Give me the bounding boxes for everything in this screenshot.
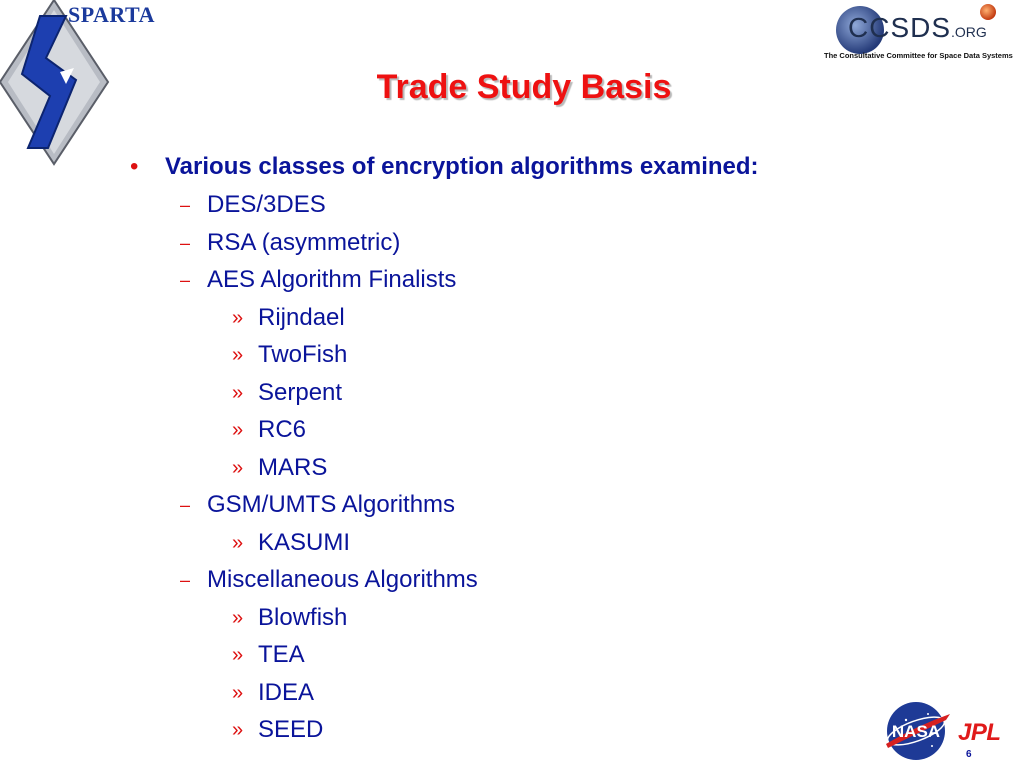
jpl-logo: JPL: [958, 719, 1001, 746]
bullet-level-3: [130, 340, 759, 378]
bullet-marker: –: [180, 570, 191, 590]
bullet-level-3: [130, 640, 759, 678]
bullet-level-2: [130, 265, 759, 303]
bullet-marker: »: [232, 606, 244, 629]
bullet-level-3: [130, 378, 759, 416]
sparta-logo-text: SPARTA: [68, 2, 155, 27]
ccsds-wordmark: CCSDS.ORG: [848, 12, 987, 43]
bullet-text: RSA (asymmetric): [207, 228, 401, 256]
bullet-marker: »: [232, 381, 244, 404]
bullet-level-2: [130, 490, 759, 528]
bullet-text: TEA: [258, 641, 305, 668]
bullet-level-3: [130, 528, 759, 566]
bullet-level-2: [130, 228, 759, 266]
bullet-text: KASUMI: [258, 528, 351, 556]
bullet-marker: »: [232, 456, 244, 479]
bullet-level-2: [130, 190, 759, 228]
bullet-marker: –: [180, 270, 191, 290]
bullet-text: GSM/UMTS Algorithms: [207, 491, 456, 518]
page-number: 6: [966, 749, 972, 760]
nasa-logo-text: NASA: [891, 722, 941, 741]
nasa-logo: [880, 700, 954, 762]
bullet-marker: –: [180, 232, 191, 253]
bullet-marker: »: [232, 306, 244, 329]
slide-title: Trade Study Basis: [376, 68, 672, 106]
bullet-text: Miscellaneous Algorithms: [207, 566, 478, 593]
bullet-marker: –: [180, 495, 191, 515]
bullet-marker: »: [232, 719, 244, 741]
bullet-text: Rijndael: [258, 303, 345, 331]
bullet-marker: •: [130, 153, 139, 180]
bullet-text: Blowfish: [258, 603, 348, 631]
bullet-text: MARS: [258, 453, 328, 481]
ccsds-tagline: The Consultative Committee for Space Data Systems: [824, 51, 1013, 60]
bullet-text: DES/3DES: [207, 191, 326, 218]
bullet-level-3: [130, 603, 759, 641]
bullet-text: TwoFish: [258, 341, 348, 368]
bullet-level-1: [130, 152, 759, 190]
bullet-level-3: [130, 715, 759, 753]
bullet-marker: –: [180, 195, 191, 215]
bullet-level-2: [130, 565, 759, 603]
bullet-text: IDEA: [258, 678, 315, 706]
bullet-text: SEED: [258, 716, 324, 743]
bullet-level-3: [130, 303, 759, 341]
bullet-marker: »: [232, 419, 244, 441]
bullet-level-3: [130, 678, 759, 716]
bullet-list: [130, 152, 759, 753]
bullet-marker: »: [232, 644, 244, 666]
bullet-text: Serpent: [258, 378, 343, 406]
bullet-marker: »: [232, 344, 244, 366]
bullet-text: Various classes of encryption algorithms examined:: [165, 153, 759, 180]
bullet-level-3: [130, 415, 759, 453]
bullet-level-3: [130, 453, 759, 491]
bullet-marker: »: [232, 531, 244, 554]
bullet-marker: »: [232, 681, 244, 704]
bullet-text: AES Algorithm Finalists: [207, 266, 457, 293]
bullet-text: RC6: [258, 416, 307, 443]
